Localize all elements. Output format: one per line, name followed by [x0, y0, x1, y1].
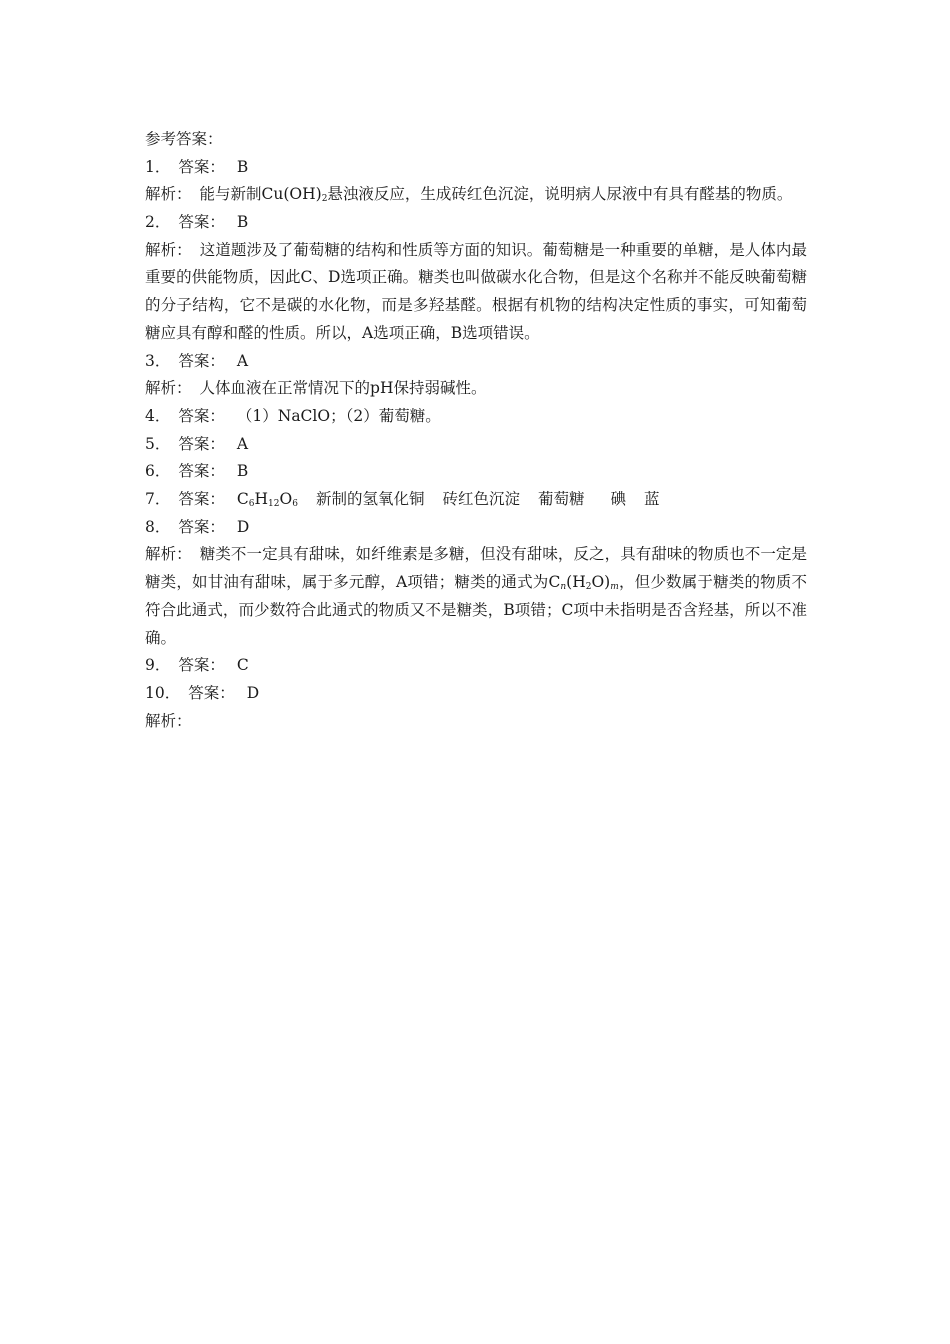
q8-explanation-text-d: ，但少数属于糖类的物质不符合此通式，而少数符合此通式的物质又不是糖类，B项错；C项中未指明是否含羟基，所以不准确。 [145, 573, 807, 647]
q8-explanation-label: 解析： [145, 545, 192, 564]
q2-number: 2． [145, 213, 171, 232]
q7-formula-h-count: 12 [268, 499, 280, 510]
q2-answer: B [236, 213, 249, 232]
q10-answer: D [246, 683, 260, 702]
q2-explanation-text: 这道题涉及了葡萄糖的结构和性质等方面的知识。葡萄糖是一种重要的单糖，是人体内最重要的供能物质，因此C、D选项正确。糖类也叫做碳水化合物，但是这个名称并不能反映葡萄糖的分子结构，它不是碳的水化物，而是多羟基醛。根据有机物的结构决定性质的事实，可知葡萄糖应具有醇和醛的性质。所以，A选项正确，B选项错误。 [145, 240, 807, 342]
q4-answer: （1）NaClO；（2）葡萄糖。 [236, 406, 441, 425]
q8-explanation-text-b: (H [566, 573, 586, 592]
q8-number: 8． [145, 517, 171, 536]
q10-number: 10． [145, 683, 181, 702]
q1-answer-line [145, 154, 807, 182]
q2-explanation-label: 解析： [145, 240, 192, 259]
q3-explanation-text: 人体血液在正常情况下的pH保持弱碱性。 [199, 379, 487, 398]
q4-answer-line [145, 403, 807, 431]
q10-answer-label: 答案： [188, 683, 235, 702]
q4-answer-label: 答案： [178, 406, 225, 425]
q2-answer-label: 答案： [178, 213, 225, 232]
q2-explanation [145, 237, 807, 348]
q1-explanation-subscript: 2 [321, 194, 328, 205]
q2-answer-line [145, 209, 807, 237]
q8-formula-m: m [610, 582, 619, 593]
q1-number: 1． [145, 157, 171, 176]
q10-answer-line [145, 680, 807, 708]
q8-formula-h-count: 2 [585, 582, 592, 593]
q7-formula [237, 486, 298, 514]
q9-number: 9． [145, 656, 171, 675]
q1-explanation-label: 解析： [145, 185, 192, 204]
q7-answer-word-3: 葡萄糖 [537, 490, 585, 509]
q6-number: 6． [145, 462, 171, 481]
q7-answer-label: 答案： [178, 490, 225, 509]
q7-number: 7． [145, 490, 171, 509]
q8-explanation-text-c: O) [591, 573, 611, 592]
q7-formula-o-count: 6 [292, 499, 298, 510]
q3-explanation-label: 解析： [145, 379, 192, 398]
q9-answer-label: 答案： [178, 656, 225, 675]
q4-number: 4． [145, 406, 171, 425]
q3-explanation [145, 375, 807, 403]
q7-answer-word-5: 蓝 [644, 490, 660, 509]
q8-answer: D [236, 517, 250, 536]
q5-answer-line [145, 431, 807, 459]
q3-answer-label: 答案： [178, 351, 225, 370]
q5-answer: A [236, 434, 249, 453]
q8-answer-line [145, 514, 807, 542]
q5-answer-label: 答案： [178, 434, 225, 453]
q3-answer: A [236, 351, 249, 370]
q5-number: 5． [145, 434, 171, 453]
q7-answer-word-1: 新制的氢氧化铜 [315, 490, 425, 509]
q8-explanation-text-a: 糖类不一定具有甜味，如纤维素是多糖，但没有甜味，反之，具有甜味的物质也不一定是糖类，如甘油有甜味，属于多元醇，A项错；糖类的通式为C [145, 545, 807, 592]
q7-formula-o: O [279, 490, 293, 509]
q7-answer-word-4: 碘 [610, 490, 626, 509]
q7-formula-c-count: 6 [248, 499, 255, 510]
q9-answer: C [236, 656, 249, 675]
q9-answer-line [145, 652, 807, 680]
q6-answer: B [236, 462, 249, 481]
q10-explanation [145, 708, 807, 736]
q6-answer-label: 答案： [178, 462, 225, 481]
q7-formula-c: C [236, 490, 249, 509]
q3-number: 3． [145, 351, 171, 370]
q8-answer-label: 答案： [178, 517, 225, 536]
q7-answer-word-2: 砖红色沉淀 [442, 490, 520, 509]
answer-key [145, 126, 807, 735]
q7-answer-line [145, 486, 807, 514]
q6-answer-line [145, 458, 807, 486]
q7-formula-h: H [254, 490, 269, 509]
q3-answer-line [145, 348, 807, 376]
q1-explanation [145, 181, 807, 209]
q1-explanation-text-b: 悬浊液反应，生成砖红色沉淀，说明病人尿液中有具有醛基的物质。 [327, 185, 793, 204]
q10-explanation-label: 解析： [145, 711, 192, 730]
q1-explanation-text-a: 能与新制Cu(OH) [199, 185, 322, 204]
section-heading: 参考答案： [145, 130, 223, 148]
q8-formula-n: n [560, 582, 567, 593]
q1-answer: B [236, 157, 249, 176]
q8-explanation [145, 541, 807, 652]
q1-answer-label: 答案： [178, 157, 225, 176]
